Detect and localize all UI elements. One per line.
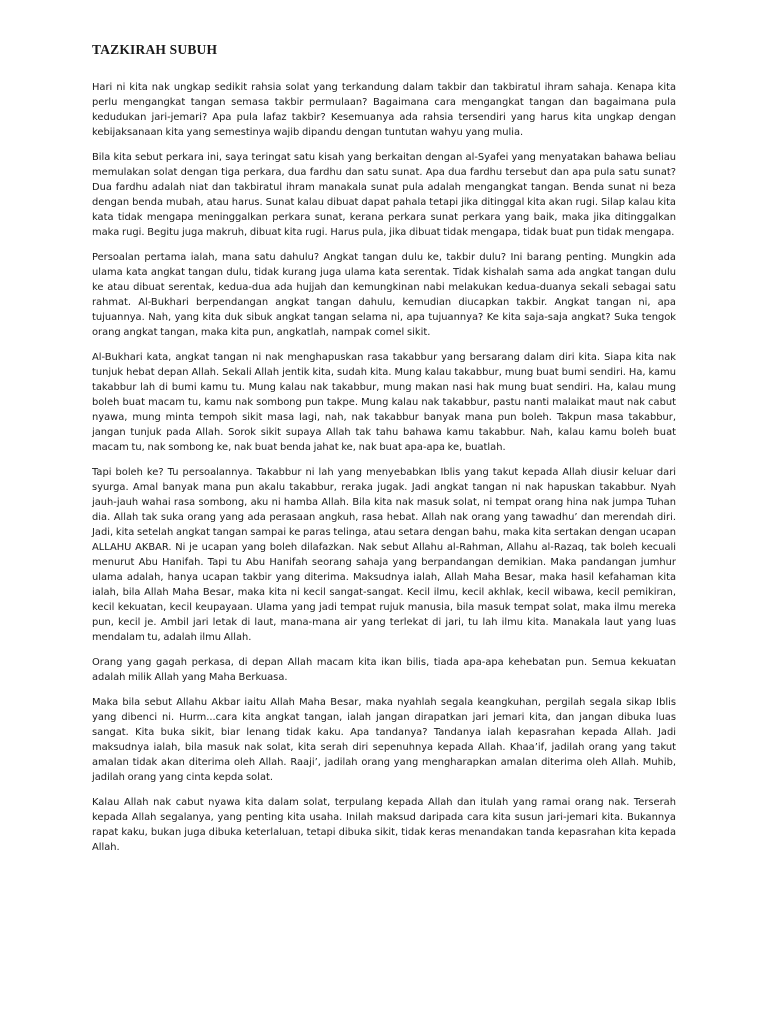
document-title: TAZKIRAH SUBUH [92, 42, 218, 57]
paragraph-1: Hari ni kita nak ungkap sedikit rahsia solat yang terkandung dalam takbir dan takbiratul ihram sahaja. Kenapa kita perlu mengangkat tangan semasa takbir permulaan? Bagaimana cara mengangkat tangan dan bagaimana pula kedudukan jari-jemari? Apa pula lafaz takbir? Kesemuanya ada rahsia tersendiri yang harus kita ungkap dengan kebijaksanaan kita yang semestinya wajib dipandu dengan tuntutan wahyu yang mulia. [92, 82, 676, 138]
document-page [92, 42, 676, 865]
paragraph-7: Maka bila sebut Allahu Akbar iaitu Allah Maha Besar, maka nyahlah segala keangkuhan, pergilah segala sikap Iblis yang dibenci ni. Hurm...cara kita angkat tangan, ialah jangan dirapatkan jari jemari kita, dan jangan dibuka luas sangat. Kita buka sikit, biar lenang tidak kaku. Apa tandanya? Tandanya ialah kepasrahan kepada Allah. Jadi maksudnya ialah, bila masuk nak solat, kita serah diri sepenuhnya kepada Allah. Khaa’if, jadilah orang yang takut amalan tidak akan diterima oleh Allah. Raaji’, jadilah orang yang mengharapkan amalan diterima oleh Allah. Muhib, jadilah orang yang cinta kepda solat. [92, 697, 676, 783]
paragraph-3: Persoalan pertama ialah, mana satu dahulu? Angkat tangan dulu ke, takbir dulu? Ini barang penting. Mungkin ada ulama kata angkat tangan dulu, tidak kurang juga ulama kata serentak. Tidak kishalah sama ada angkat tangan dulu ke atau dibuat serentak, kedua-dua ada hujjah dan kemungkinan nabi melakukan kedua-duanya sekali sebagai satu rahmat. Al-Bukhari berpendangan angkat tangan dahulu, kemudian diucapkan takbir. Angkat tangan ni, apa tujuannya. Nah, yang kita duk sibuk angkat tangan selama ni, apa tujuannya? Ke kita saja-saja angkat? Suka tengok orang angkat tangan, maka kita pun, angkatlah, nampak comel sikit. [92, 252, 676, 338]
paragraph-6: Orang yang gagah perkasa, di depan Allah macam kita ikan bilis, tiada apa-apa kehebatan pun. Semua kekuatan adalah milik Allah yang Maha Berkuasa. [92, 657, 676, 683]
paragraph-8: Kalau Allah nak cabut nyawa kita dalam solat, terpulang kepada Allah dan itulah yang ramai orang nak. Terserah kepada Allah segalanya, yang penting kita usaha. Inilah maksud daripada cara kita susun jari-jemari kita. Bukannya rapat kaku, bukan juga dibuka keterlaluan, tetapi dibuka sikit, tidak keras menandakan tanda kepasrahan kita kepada Allah. [92, 797, 676, 853]
paragraph-4: Al-Bukhari kata, angkat tangan ni nak menghapuskan rasa takabbur yang bersarang dalam diri kita. Siapa kita nak tunjuk hebat depan Allah. Sekali Allah jentik kita, sudah kita. Mung kalau takabbur, mung buat bumi sendiri. Ha, kamu takabbur lah di bumi kamu tu. Mung kalau nak takabbur, mung makan nasi hak mung buat sendiri. Ha, kalau mung boleh buat macam tu, kamu nak sombong pun takpe. Mung kalau nak takabbur, pastu nanti malaikat maut nak cabut nyawa, mung minta tempoh sikit masa lagi, nah, nak takabbur banyak mana pun boleh. Takpun masa takabbur, jangan tunjuk pada Allah. Sorok sikit supaya Allah tak tahu bahawa kamu takabbur. Nah, kalau kamu boleh buat macam tu, nak sombong ke, nak buat benda jahat ke, nak buat apa-apa ke, buatlah. [92, 352, 676, 453]
paragraph-5: Tapi boleh ke? Tu persoalannya. Takabbur ni lah yang menyebabkan Iblis yang takut kepada Allah diusir keluar dari syurga. Amal banyak mana pun akalu takabbur, reraka jugak. Jadi angkat tangan ni nak hapuskan takabbur. Nyah jauh-jauh wahai rasa sombong, aku ni hamba Allah. Bila kita nak masuk solat, ni tempat orang hina nak jumpa Tuhan dia. Allah tak suka orang yang ada perasaan angkuh, rasa hebat. Allah nak orang yang tawadhu’ dan merendah diri. Jadi, kita setelah angkat tangan sampai ke paras telinga, atau setara dengan bahu, maka kita sertakan dengan ucapan ALLAHU AKBAR. Ni je ucapan yang boleh dilafazkan. Nak sebut Allahu al-Rahman, Allahu al-Razaq, tak boleh kecuali menurut Abu Hanifah. Tapi tu Abu Hanifah seorang sahaja yang berpandangan demikian. Maka pandangan jumhur ulama adalah, hanya ucapan takbir yang diterima. Maksudnya ialah, Allah Maha Besar, maka hasil kefahaman kita ialah, bila Allah Maha Besar, maka kita ni kecil sangat-sangat. Kecil ilmu, kecil akhlak, kecil wibawa, kecil pemikiran, kecil kekuatan, kecil keupayaan. Ulama yang jadi tempat rujuk manusia, bila masuk tempat solat, maka ilmu mereka pun, kecil je. Ambil jari letak di laut, mana-mana air yang terlekat di jari, tu lah ilmu kita. Manakala laut yang luas mendalam tu, adalah ilmu Allah. [92, 467, 676, 643]
paragraph-2: Bila kita sebut perkara ini, saya teringat satu kisah yang berkaitan dengan al-Syafei yang menyatakan bahawa beliau memulakan solat dengan tiga perkara, dua fardhu dan satu sunat. Apa dua fardhu tersebut dan apa pula satu sunat? Dua fardhu adalah niat dan takbiratul ihram manakala sunat pula adalah mengangkat tangan. Benda sunat ni beza dengan benda mubah, atau harus. Sunat kalau dibuat dapat pahala tetapi jika ditinggal kita akan rugi. Silap kalau kita kata tidak mengapa meninggalkan perkara sunat, kerana perkara sunat perkara yang baik, maka jika ditinggalkan maka rugi. Begitu juga makruh, dibuat kita rugi. Harus pula, jika dibuat tidak mengapa, tidak buat pun tidak mengapa. [92, 152, 676, 238]
